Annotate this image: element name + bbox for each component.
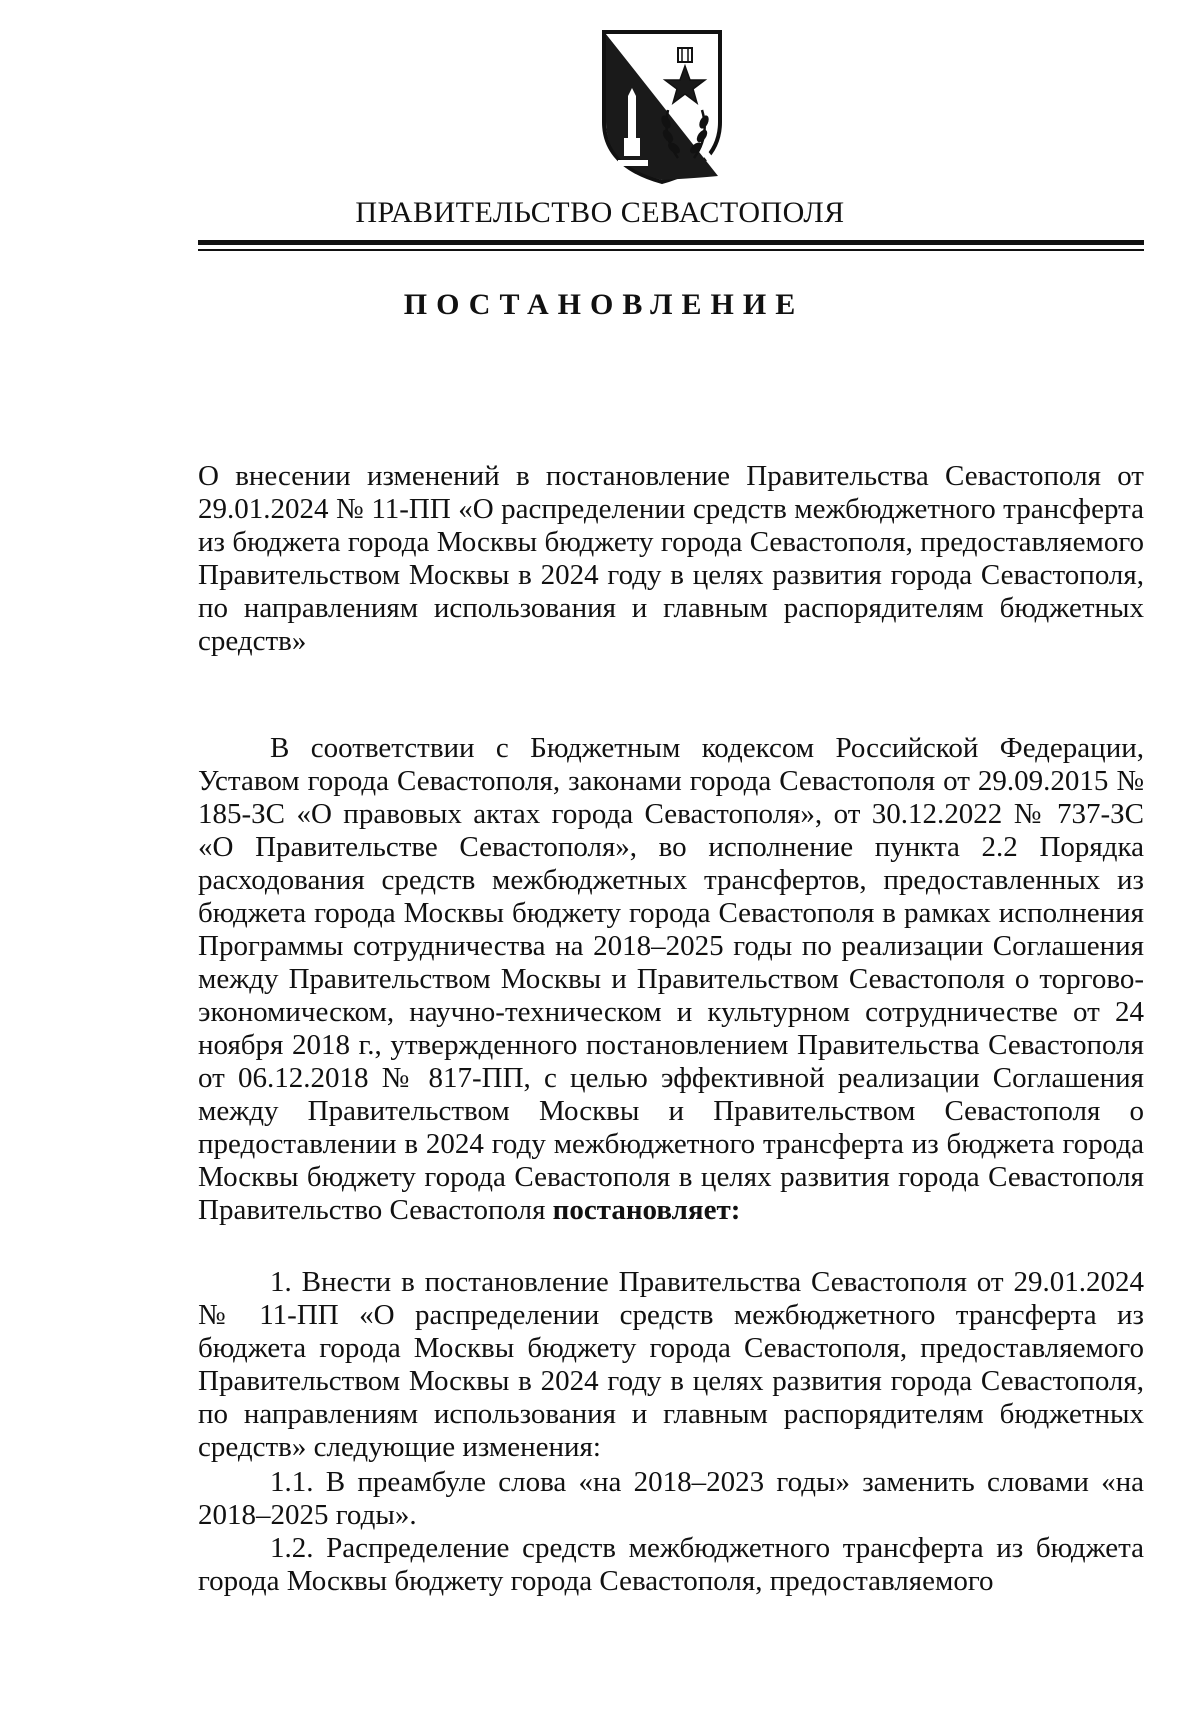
item-1-2-paragraph: 1.2. Распределение средств межбюджетного трансферта из бюджета города Москвы бюджету города Севастополя, предоставляемого <box>198 1532 1144 1597</box>
document-subject: О внесении изменений в постановление Правительства Севастополя от 29.01.2024 № 11-ПП «О распределении средств межбюджетного трансферта из бюджета города Москвы бюджету города Севастополя, предоставляемого Правительством Москвы в 2024 году в целях развития города Севастополя, по направлениям использования и главным распорядителям бюджетных средств» <box>198 460 1144 657</box>
government-title: ПРАВИТЕЛЬСТВО СЕВАСТОПОЛЯ <box>355 196 845 229</box>
header-rule-thin <box>198 249 1144 251</box>
preamble-paragraph <box>198 732 1144 1227</box>
document-type-title: ПОСТАНОВЛЕНИЕ <box>403 288 805 321</box>
item-1-paragraph: 1. Внести в постановление Правительства Севастополя от 29.01.2024 № 11-ПП «О распределении средств межбюджетного трансферта из бюджета города Москвы бюджету города Севастополя, предоставляемого Правительством Москвы в 2024 году в целях развития города Севастополя, по направлениям использования и главным распорядителям бюджетных средств» следующие изменения: <box>198 1266 1144 1463</box>
preamble-emphasis: постановляет: <box>552 1194 741 1226</box>
item-1-1-paragraph: 1.1. В преамбуле слова «на 2018–2023 годы» заменить словами «на 2018–2025 годы». <box>198 1466 1144 1531</box>
sevastopol-coat-of-arms-icon <box>598 26 726 186</box>
header-rule-thick <box>198 240 1144 245</box>
preamble-text: В соответствии с Бюджетным кодексом Российской Федерации, Уставом города Севастополя, законами города Севастополя от 29.09.2015 № 185-ЗС «О правовых актах города Севастополя», от 30.12.2022 № 737-ЗС «О Правительстве Севастополя», во исполнение пункта 2.2 Порядка расходования средств межбюджетных трансфертов, предоставленных из бюджета города Москвы бюджету города Севастополя в рамках исполнения Программы сотрудничества на 2018–2025 годы по реализации Соглашения между Правительством Москвы и Правительством Севастополя о торгово-экономическом, научно-техническом и культурном сотрудничестве от 24 ноября 2018 г., утвержденного постановлением Правительства Севастополя от 06.12.2018 № 817-ПП, с целью эффективной реализации Соглашения между Правительством Москвы и Правительством Севастополя о предоставлении в 2024 году межбюджетного трансферта из бюджета города Москвы бюджету города Севастополя в целях развития города Севастополя Правительство Севастополя <box>198 732 1144 1226</box>
